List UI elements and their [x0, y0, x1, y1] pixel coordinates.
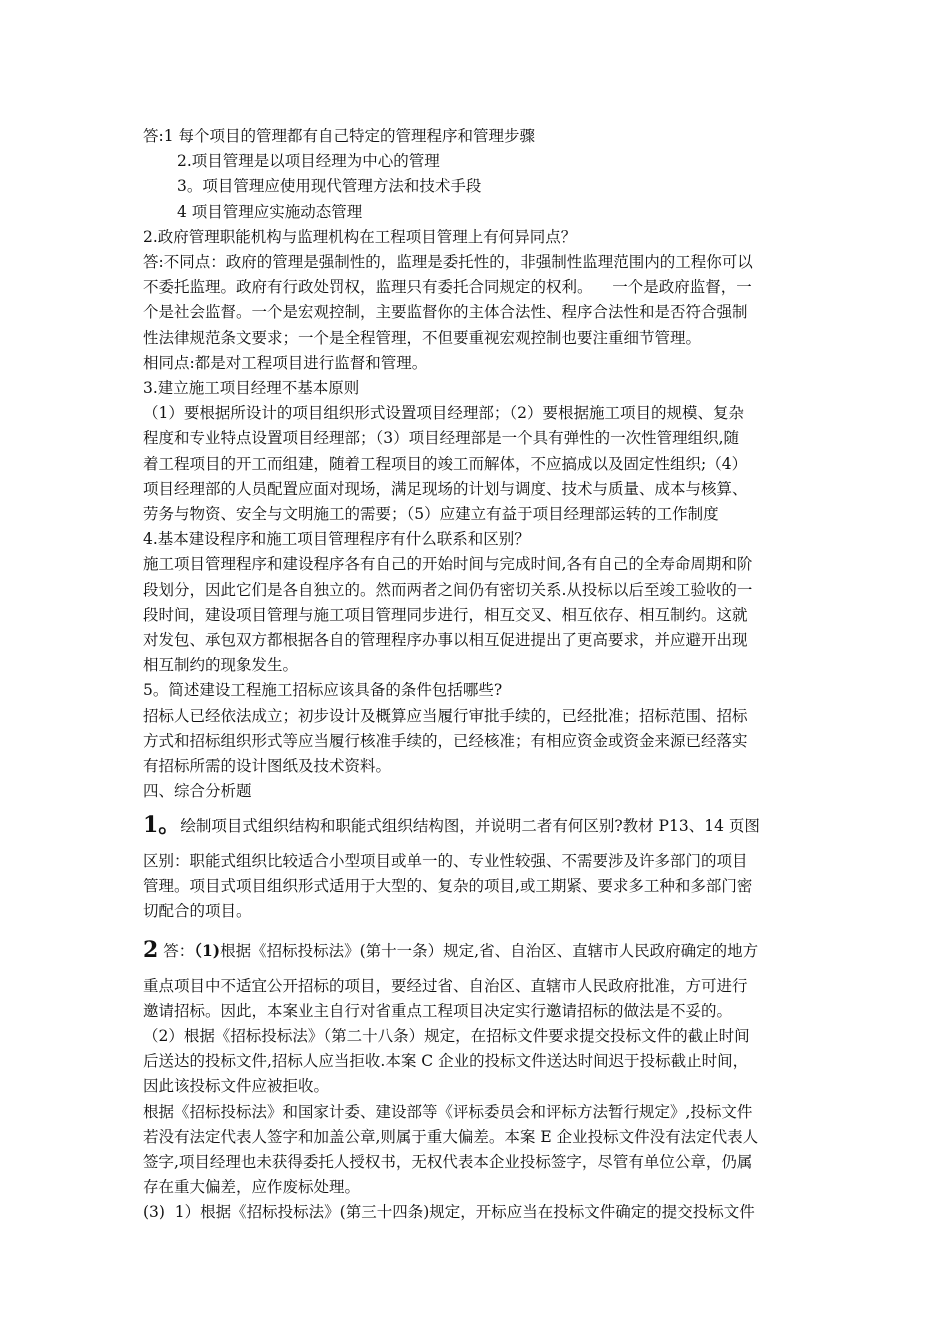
question-4-line-3: 段时间，建设项目管理与施工项目管理同步进行，相互交叉、相互依存、相互制约。这就: [143, 605, 748, 624]
question-3-line-1: （1）要根据所设计的项目组织形式设置项目经理部；（2）要根据施工项目的规模、复杂: [143, 404, 744, 423]
analysis-2-title-line: [143, 938, 815, 964]
question-2-title: 2.政府管理职能机构与监理机构在工程项目管理上有何异同点？: [143, 227, 577, 246]
analysis-2-part-2-line-1: （2）根据《招标投标法》（第二十八条）规定，在招标文件要求提交投标文件的截止时间: [143, 1026, 750, 1045]
analysis-2-part-3-line-1: 根据《招标投标法》和国家计委、建设部等《评标委员会和评标方法暂行规定》,投标文件: [143, 1102, 753, 1121]
answer-1-line-2: 2.项目管理是以项目经理为中心的管理: [177, 152, 440, 171]
question-5-title: 5。简述建设工程施工招标应该具备的条件包括哪些?: [143, 681, 503, 700]
analysis-1-title-line: [143, 813, 815, 839]
analysis-2-part-1-line-3: 邀请招标。因此，本案业主自行对省重点工程项目决定实行邀请招标的做法是不妥的。: [143, 1001, 733, 1020]
question-5-line-3: 有招标所需的设计图纸及技术资料。: [143, 757, 392, 776]
question-2-line-3: 个是社会监督。一个是宏观控制，主要监督你的主体合法性、程序合法性和是否符合强制: [143, 303, 748, 322]
analysis-1-line-2: 管理。项目式项目组织形式适用于大型的、复杂的项目,或工期紧、要求多工种和多部门密: [143, 876, 753, 895]
analysis-1-line-1: 区别：职能式组织比较适合小型项目或单一的、专业性较强、不需要涉及许多部门的项目: [143, 851, 748, 870]
answer-1-line-4: 4 项目管理应实施动态管理: [177, 202, 363, 221]
answer-1-line-3: 3。项目管理应使用现代管理方法和技术手段: [177, 177, 482, 196]
document-page: [143, 124, 815, 1226]
analysis-1-title: 绘制项目式组织结构和职能式组织结构图，并说明二者有何区别?教材 P13、14 页图: [180, 817, 760, 836]
section-4-heading: 四、综合分析题: [143, 782, 252, 801]
question-2-line-4: 性法律规范条文要求；一个是全程管理，不但要重视宏观控制也要注重细节管理。: [143, 328, 702, 347]
analysis-2-part-1-label: （1): [194, 941, 221, 961]
question-5-line-1: 招标人已经依法成立；初步设计及概算应当履行审批手续的，已经批准；招标范围、招标: [143, 706, 748, 725]
question-4-line-2: 段划分，因此它们是各自独立的。然而两者之间仍有密切关系.从投标以后至竣工验收的一: [143, 580, 753, 599]
question-2-line-2: 不委托监理。政府有行政处罚权，监理只有委托合同规定的权利。 一个是政府监督，一: [143, 278, 752, 297]
question-2-line-1: 答:不同点：政府的管理是强制性的，监理是委托性的，非强制性监理范围内的工程你可以: [143, 253, 753, 272]
question-5-line-2: 方式和招标组织形式等应当履行核准手续的，已经核准；有相应资金或资金来源已经落实: [143, 731, 748, 750]
analysis-2-part-3-line-4: 存在重大偏差，应作废标处理。: [143, 1178, 361, 1197]
question-3-line-3: 着工程项目的开工而组建，随着工程项目的竣工而解体，不应搞成以及固定性组织;（4）: [143, 454, 748, 473]
question-3-line-2: 程度和专业特点设置项目经理部；（3）项目经理部是一个具有弹性的一次性管理组织,随: [143, 429, 740, 448]
analysis-2-part-2-line-3: 因此该投标文件应被拒收。: [143, 1077, 330, 1096]
analysis-1-line-3: 切配合的项目。: [143, 902, 252, 921]
question-3-line-5: 劳务与物资、安全与文明施工的需要；（5）应建立有益于项目经理部运转的工作制度: [143, 505, 719, 524]
question-4-line-5: 相互制约的现象发生。: [143, 656, 299, 675]
analysis-2-answer-label: 答：: [158, 942, 195, 961]
analysis-2-part-1-line-2: 重点项目中不适宜公开招标的项目，要经过省、自治区、直辖市人民政府批准，方可进行: [143, 976, 748, 995]
analysis-2-part-3-line-3: 签字,项目经理也未获得委托人授权书，无权代表本企业投标签字，尽管有单位公章，仍属: [143, 1152, 753, 1171]
analysis-2-part-3-line-2: 若没有法定代表人签字和加盖公章,则属于重大偏差。本案 E 企业投标文件没有法定代表人: [143, 1127, 759, 1146]
answer-1-line-1: 答:1 每个项目的管理都有自己特定的管理程序和管理步骤: [143, 127, 536, 145]
question-4-line-4: 对发包、承包双方都根据各自的管理程序办事以相互促进提出了更高要求，并应避开出现: [143, 631, 748, 650]
question-4-title: 4.基本建设程序和施工项目管理程序有什么联系和区别？: [143, 530, 530, 549]
question-3-line-4: 项目经理部的人员配置应面对现场，满足现场的计划与调度、技术与质量、成本与核算、: [143, 479, 748, 498]
question-2-line-5: 相同点:都是对工程项目进行监督和管理。: [143, 353, 428, 372]
analysis-2-part-4-line-1: (3) 1）根据《招标投标法》(第三十四条)规定，开标应当在投标文件确定的提交投标文件: [143, 1203, 755, 1222]
analysis-1-number: 1。: [143, 812, 181, 839]
analysis-2-part-1-first: 根据《招标投标法》(第十一条）规定,省、自治区、直辖市人民政府确定的地方: [220, 942, 759, 961]
analysis-2-number: 2: [143, 937, 159, 964]
question-4-line-1: 施工项目管理程序和建设程序各有自己的开始时间与完成时间,各有自己的全寿命周期和阶: [143, 555, 753, 574]
question-3-title: 3.建立施工项目经理不基本原则: [143, 379, 360, 398]
analysis-2-part-2-line-2: 后送达的投标文件,招标人应当拒收.本案 C 企业的投标文件送达时间迟于投标截止时间，: [143, 1052, 749, 1071]
